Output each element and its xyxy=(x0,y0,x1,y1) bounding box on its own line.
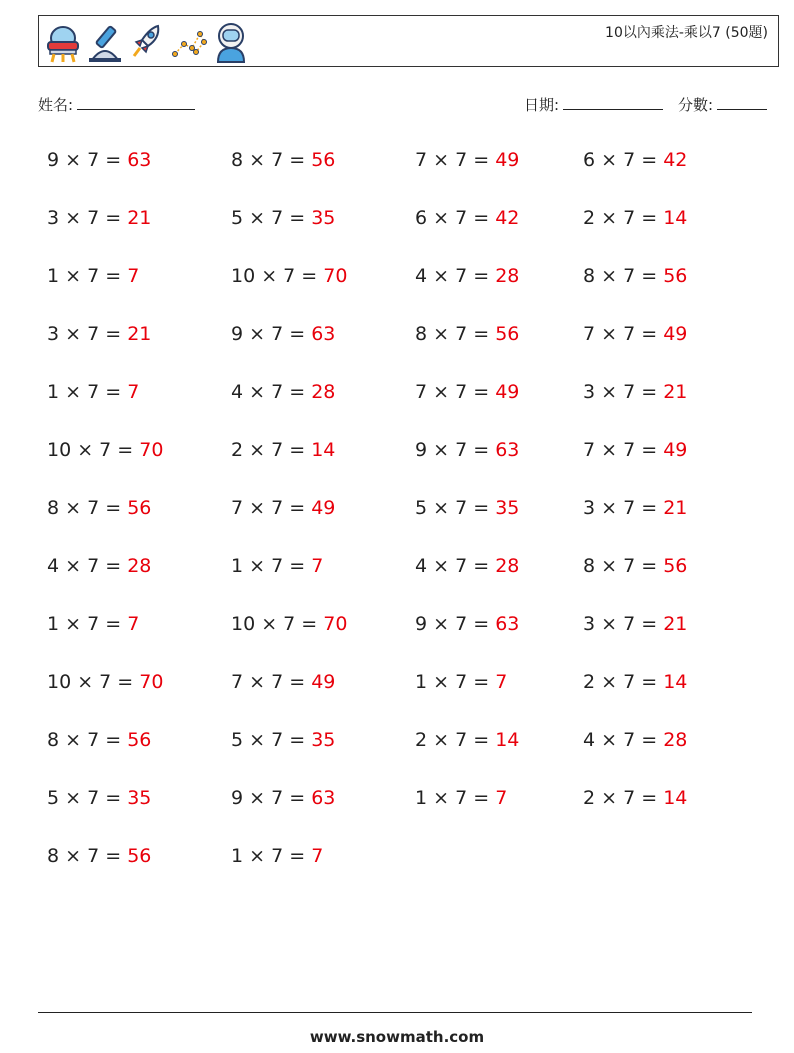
problem-answer: 35 xyxy=(127,787,152,809)
problem-answer: 63 xyxy=(127,149,152,171)
problem-question: 3 × 7 = xyxy=(47,323,128,345)
problem-answer: 63 xyxy=(495,613,520,635)
problem-question: 5 × 7 = xyxy=(415,497,496,519)
problem-answer: 70 xyxy=(323,613,348,635)
problem-item xyxy=(583,671,687,693)
problem-question: 1 × 7 = xyxy=(415,787,496,809)
problem-answer: 42 xyxy=(663,149,688,171)
problem-answer: 7 xyxy=(127,613,140,635)
footer-url[interactable]: www.snowmath.com xyxy=(309,1028,485,1046)
problem-question: 3 × 7 = xyxy=(583,613,664,635)
problem-answer: 21 xyxy=(663,381,688,403)
problem-question: 7 × 7 = xyxy=(415,381,496,403)
problem-answer: 7 xyxy=(311,845,324,867)
header-box xyxy=(38,15,779,67)
rocket-icon xyxy=(128,20,166,64)
problem-question: 9 × 7 = xyxy=(231,787,312,809)
problem-item xyxy=(231,729,335,751)
problem-answer: 7 xyxy=(127,381,140,403)
problem-answer: 56 xyxy=(663,555,688,577)
worksheet-title: 10以內乘法-乘以7 (50題) xyxy=(605,25,768,41)
astronaut-icon xyxy=(212,20,250,64)
problem-item xyxy=(47,555,151,577)
problem-question: 5 × 7 = xyxy=(47,787,128,809)
problem-answer: 70 xyxy=(139,439,164,461)
problem-item xyxy=(47,207,151,229)
problem-answer: 14 xyxy=(663,787,688,809)
problem-item xyxy=(415,149,519,171)
problem-item xyxy=(583,381,687,403)
problem-answer: 56 xyxy=(311,149,336,171)
problem-item xyxy=(415,787,507,809)
problem-item xyxy=(415,207,519,229)
problem-question: 7 × 7 = xyxy=(415,149,496,171)
problem-answer: 7 xyxy=(311,555,324,577)
problem-item xyxy=(231,439,335,461)
problem-item xyxy=(47,381,139,403)
problem-item xyxy=(47,671,163,693)
problem-answer: 70 xyxy=(323,265,348,287)
constellation-icon xyxy=(170,20,208,64)
problem-item xyxy=(47,845,151,867)
problem-answer: 56 xyxy=(127,497,152,519)
problem-answer: 70 xyxy=(139,671,164,693)
problem-answer: 28 xyxy=(311,381,336,403)
problem-answer: 63 xyxy=(311,323,336,345)
problem-question: 1 × 7 = xyxy=(415,671,496,693)
problem-question: 4 × 7 = xyxy=(415,555,496,577)
problem-item xyxy=(583,787,687,809)
problem-item xyxy=(231,497,335,519)
problem-answer: 49 xyxy=(663,439,688,461)
problem-answer: 56 xyxy=(495,323,520,345)
problem-question: 3 × 7 = xyxy=(583,381,664,403)
problem-question: 2 × 7 = xyxy=(583,787,664,809)
problem-item xyxy=(47,787,151,809)
problem-question: 5 × 7 = xyxy=(231,729,312,751)
problem-question: 4 × 7 = xyxy=(415,265,496,287)
problem-question: 1 × 7 = xyxy=(47,265,128,287)
problem-item xyxy=(231,845,323,867)
name-field xyxy=(38,94,195,115)
problem-item xyxy=(583,149,687,171)
problem-question: 8 × 7 = xyxy=(47,729,128,751)
score-blank[interactable] xyxy=(717,95,767,110)
date-field xyxy=(524,94,663,115)
problem-item xyxy=(231,265,347,287)
problem-question: 4 × 7 = xyxy=(47,555,128,577)
problem-item xyxy=(47,613,139,635)
date-label: 日期: xyxy=(524,96,560,114)
problem-answer: 14 xyxy=(663,671,688,693)
problem-item xyxy=(231,207,335,229)
problem-question: 7 × 7 = xyxy=(231,671,312,693)
problem-answer: 56 xyxy=(127,845,152,867)
problem-answer: 28 xyxy=(495,555,520,577)
problem-answer: 56 xyxy=(663,265,688,287)
problem-item xyxy=(415,555,519,577)
problem-answer: 63 xyxy=(311,787,336,809)
problem-item xyxy=(415,265,519,287)
problem-item xyxy=(231,381,335,403)
problem-item xyxy=(583,439,687,461)
problem-answer: 49 xyxy=(495,381,520,403)
problem-answer: 56 xyxy=(127,729,152,751)
problem-question: 1 × 7 = xyxy=(47,381,128,403)
problem-question: 7 × 7 = xyxy=(583,439,664,461)
problem-answer: 14 xyxy=(311,439,336,461)
problem-answer: 35 xyxy=(311,207,336,229)
problem-answer: 14 xyxy=(663,207,688,229)
problem-answer: 49 xyxy=(311,671,336,693)
score-label: 分數: xyxy=(678,96,714,114)
problem-question: 2 × 7 = xyxy=(583,207,664,229)
problem-question: 2 × 7 = xyxy=(583,671,664,693)
problem-item xyxy=(47,265,139,287)
problem-item xyxy=(583,729,687,751)
problem-answer: 28 xyxy=(495,265,520,287)
problem-question: 6 × 7 = xyxy=(583,149,664,171)
problem-question: 1 × 7 = xyxy=(231,845,312,867)
problem-question: 7 × 7 = xyxy=(583,323,664,345)
name-label: 姓名: xyxy=(38,96,74,114)
problem-answer: 49 xyxy=(663,323,688,345)
icon-strip xyxy=(44,20,250,64)
problem-question: 9 × 7 = xyxy=(231,323,312,345)
problem-question: 1 × 7 = xyxy=(231,555,312,577)
problem-item xyxy=(415,323,519,345)
problem-item xyxy=(415,381,519,403)
telescope-icon xyxy=(86,20,124,64)
problem-question: 3 × 7 = xyxy=(47,207,128,229)
problem-question: 10 × 7 = xyxy=(231,613,324,635)
problem-item xyxy=(47,439,163,461)
problem-answer: 63 xyxy=(495,439,520,461)
problem-question: 9 × 7 = xyxy=(415,613,496,635)
problem-question: 9 × 7 = xyxy=(47,149,128,171)
problem-question: 1 × 7 = xyxy=(47,613,128,635)
problem-item xyxy=(415,497,519,519)
problem-question: 3 × 7 = xyxy=(583,497,664,519)
problem-answer: 35 xyxy=(495,497,520,519)
problem-item xyxy=(47,323,151,345)
problem-question: 4 × 7 = xyxy=(583,729,664,751)
problem-question: 7 × 7 = xyxy=(231,497,312,519)
problem-answer: 42 xyxy=(495,207,520,229)
problem-question: 9 × 7 = xyxy=(415,439,496,461)
problem-answer: 7 xyxy=(495,787,508,809)
problem-question: 8 × 7 = xyxy=(231,149,312,171)
ufo-icon xyxy=(44,20,82,64)
date-blank[interactable] xyxy=(563,95,663,110)
problem-question: 6 × 7 = xyxy=(415,207,496,229)
problem-question: 10 × 7 = xyxy=(47,439,140,461)
problem-item xyxy=(583,265,687,287)
problem-question: 4 × 7 = xyxy=(231,381,312,403)
score-field xyxy=(678,94,767,115)
problem-answer: 7 xyxy=(495,671,508,693)
problem-item xyxy=(415,439,519,461)
problem-answer: 28 xyxy=(663,729,688,751)
problem-item xyxy=(231,555,323,577)
problem-item xyxy=(583,613,687,635)
problem-question: 8 × 7 = xyxy=(583,265,664,287)
problem-question: 10 × 7 = xyxy=(231,265,324,287)
problem-answer: 21 xyxy=(663,497,688,519)
problem-item xyxy=(47,149,151,171)
problem-question: 8 × 7 = xyxy=(47,497,128,519)
problem-answer: 28 xyxy=(127,555,152,577)
problem-item xyxy=(583,323,687,345)
footer-divider xyxy=(38,1012,752,1013)
problem-question: 2 × 7 = xyxy=(415,729,496,751)
problem-item xyxy=(583,207,687,229)
name-blank[interactable] xyxy=(77,95,195,110)
problem-question: 10 × 7 = xyxy=(47,671,140,693)
problem-answer: 7 xyxy=(127,265,140,287)
problem-question: 5 × 7 = xyxy=(231,207,312,229)
problem-item xyxy=(231,787,335,809)
problem-item xyxy=(47,497,151,519)
problem-item xyxy=(415,613,519,635)
problem-item xyxy=(231,323,335,345)
problem-answer: 35 xyxy=(311,729,336,751)
problem-item xyxy=(231,613,347,635)
problem-answer: 21 xyxy=(127,207,152,229)
problem-item xyxy=(231,671,335,693)
problem-answer: 49 xyxy=(495,149,520,171)
problem-item xyxy=(415,671,507,693)
problem-answer: 49 xyxy=(311,497,336,519)
problem-item xyxy=(415,729,519,751)
problem-item xyxy=(47,729,151,751)
problem-question: 8 × 7 = xyxy=(47,845,128,867)
problem-item xyxy=(231,149,335,171)
problem-item xyxy=(583,555,687,577)
problem-item xyxy=(583,497,687,519)
problem-answer: 21 xyxy=(127,323,152,345)
problem-answer: 21 xyxy=(663,613,688,635)
problem-question: 8 × 7 = xyxy=(415,323,496,345)
problem-answer: 14 xyxy=(495,729,520,751)
problem-question: 8 × 7 = xyxy=(583,555,664,577)
problem-question: 2 × 7 = xyxy=(231,439,312,461)
